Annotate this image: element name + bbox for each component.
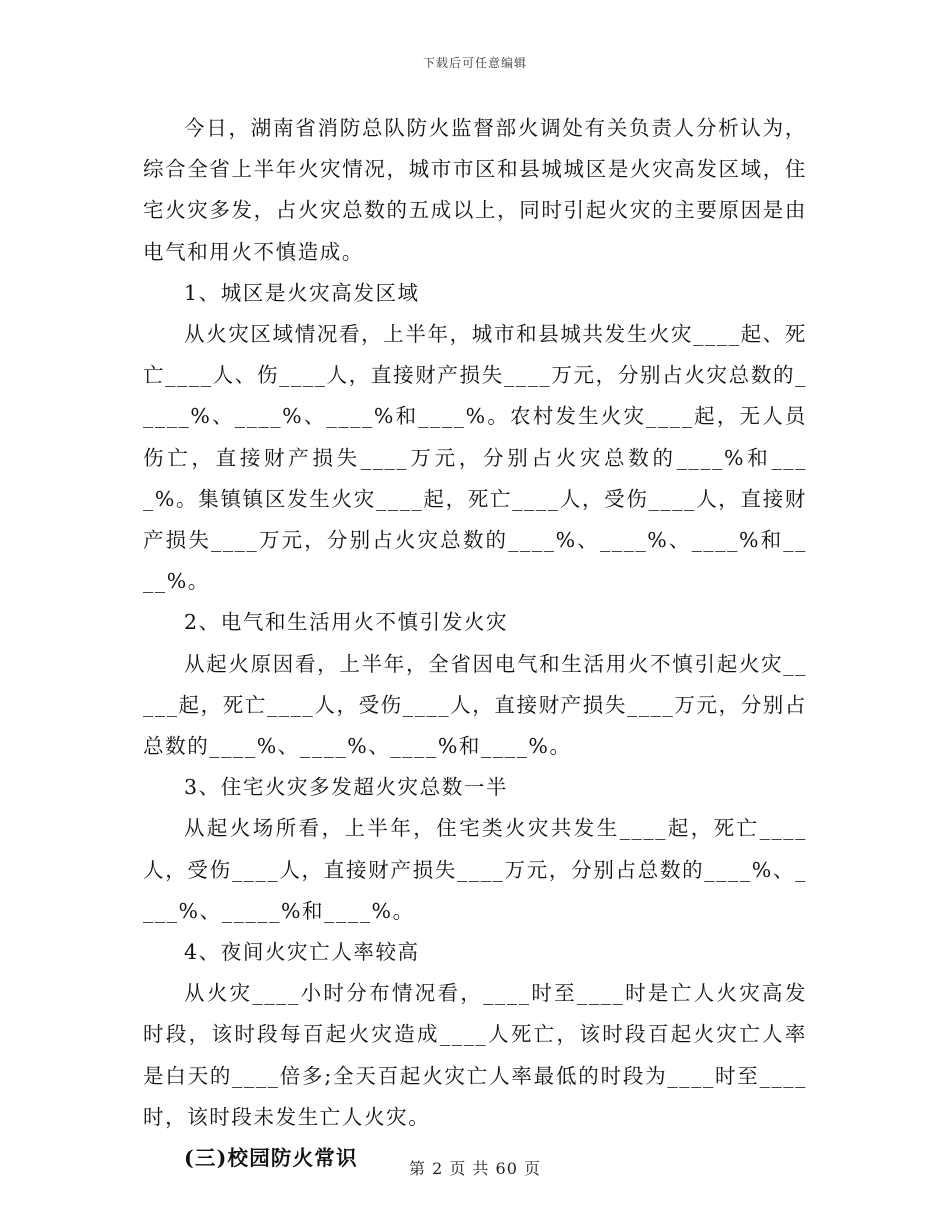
section-2-paragraph: 从起火原因看，上半年，全省因电气和生活用火不慎引起火灾_____起，死亡____人，受伤____人，直接财产损失____万元，分别占总数的____%、____%、____%和____%。: [143, 651, 807, 759]
section-4-paragraph: 从火灾____小时分布情况看，____时至____时是亡人火灾高发时段，该时段每百起火灾造成____人死亡，该时段百起火灾亡人率是白天的____倍多;全天百起火灾亡人率最低的时段为____时至____时，该时段未发生亡人火灾。: [143, 981, 807, 1129]
page-header: 下载后可任意编辑: [422, 56, 527, 70]
section-4-heading: 4、夜间火灾亡人率较高: [184, 940, 420, 965]
section-1-heading: 1、城区是火灾高发区域: [184, 280, 420, 305]
section-title-campus-fire: (三)校园防火常识: [184, 1146, 358, 1171]
document-body: [143, 108, 807, 1179]
section-2-heading: 2、电气和生活用火不慎引发火灾: [184, 610, 509, 635]
section-3-paragraph: 从起火场所看，上半年，住宅类火灾共发生____起，死亡____人，受伤____人，直接财产损失____万元，分别占总数的____%、____%、_____%和____%。: [143, 816, 807, 923]
intro-paragraph: 今日，湖南省消防总队防火监督部火调处有关负责人分析认为，综合全省上半年火灾情况，城市市区和县城城区是火灾高发区域，住宅火灾多发，占火灾总数的五成以上，同时引起火灾的主要原因是由电气和用火不慎造成。: [143, 116, 807, 264]
section-1-paragraph: 从火灾区域情况看，上半年，城市和县城共发生火灾____起、死亡____人、伤____人，直接财产损失____万元，分别占火灾总数的_____%、____%、____%和____%。农村发生火灾____起，无人员伤亡，直接财产损失____万元，分别占火灾总数的____%和____%。集镇镇区发生火灾____起，死亡____人，受伤____人，直接财产损失____万元，分别占火灾总数的____%、____%、____%和____%。: [143, 322, 807, 594]
section-3-heading: 3、住宅火灾多发超火灾总数一半: [184, 775, 509, 800]
page-number-footer: 第 2 页 共 60 页: [409, 1159, 541, 1178]
